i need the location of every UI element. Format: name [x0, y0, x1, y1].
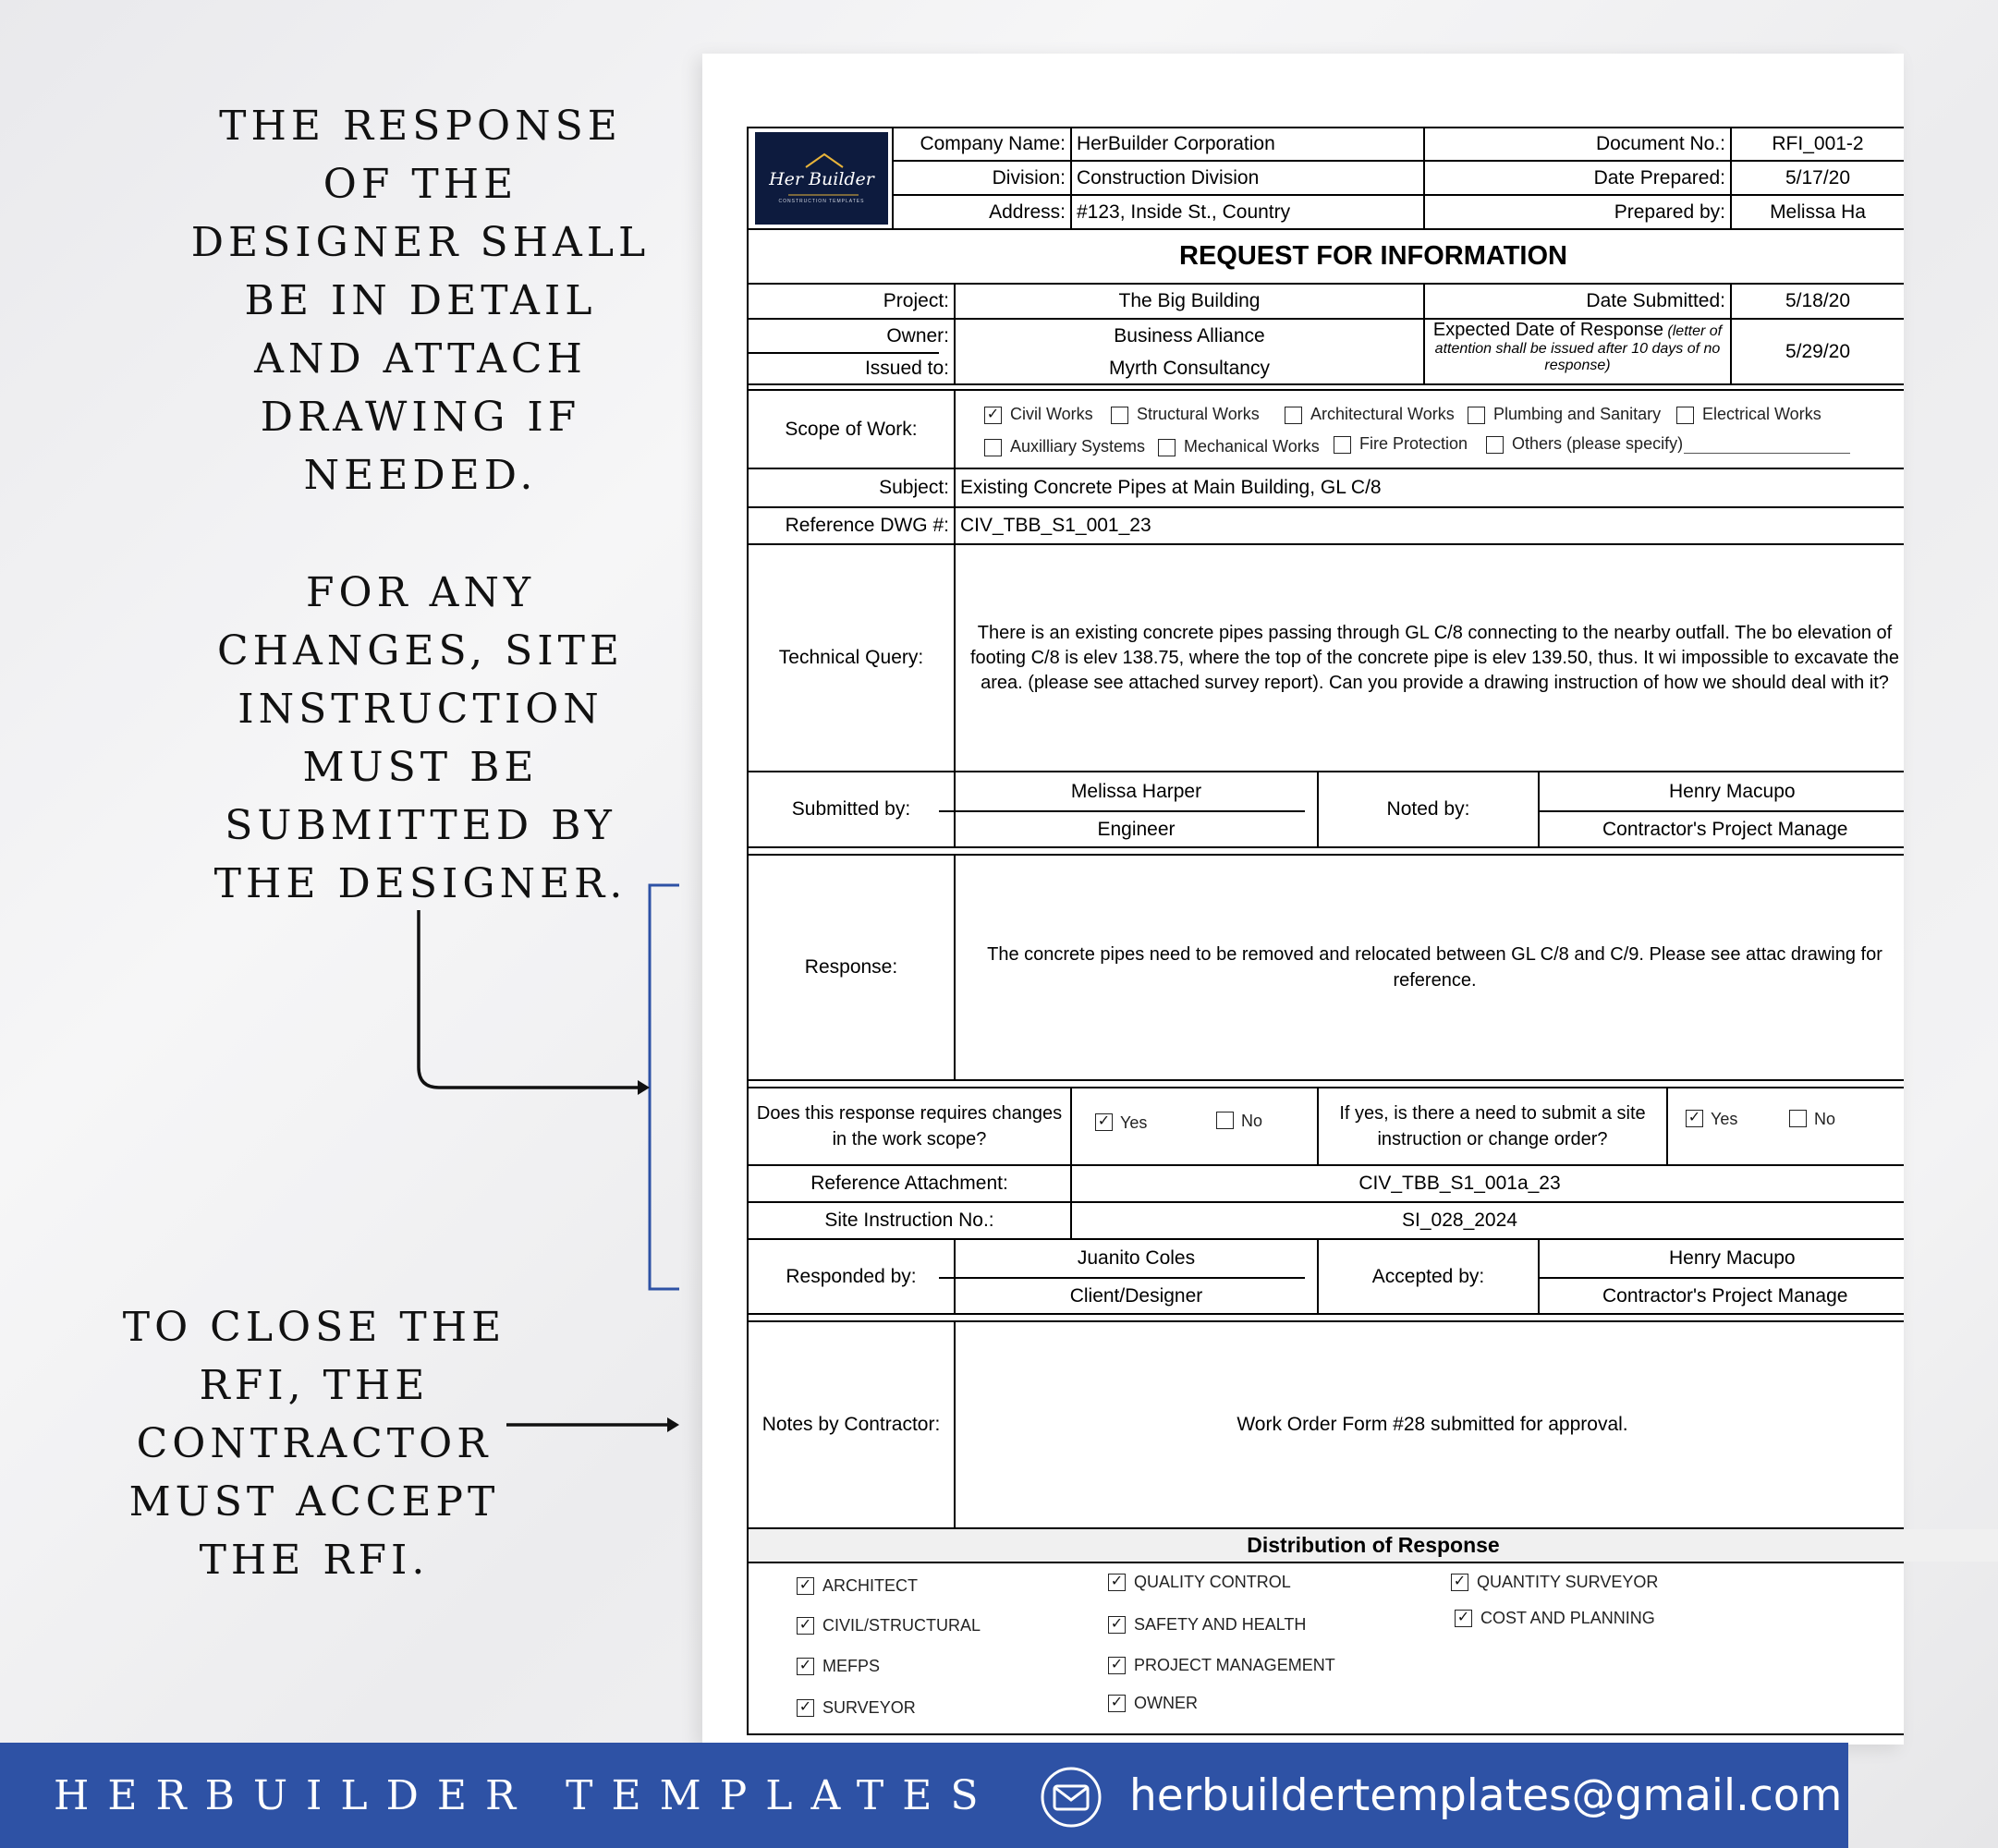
accepted-by-role: Contractor's Project Manage: [1602, 1284, 1848, 1307]
scope-change-no-label: No: [1241, 1112, 1263, 1130]
subject-label: Subject:: [879, 477, 949, 499]
division-label: Division:: [992, 166, 1066, 188]
response-text: The concrete pipes need to be removed and relocated between GL C/8 and C/9. Please see attac drawing for reference.: [987, 944, 1882, 991]
reference-dwg-value: CIV_TBB_S1_001_23: [960, 515, 1151, 537]
scope-option-label: Auxilliary Systems: [1010, 437, 1146, 456]
division-value: Construction Division: [1077, 166, 1260, 188]
scope-checkbox[interactable]: ✓: [984, 407, 1002, 424]
scope-change-yes-checkbox[interactable]: ✓: [1095, 1113, 1113, 1131]
submitted-by-label: Submitted by:: [791, 798, 911, 821]
notes-text: Work Order Form #28 submitted for approval.: [1237, 1414, 1628, 1436]
accepted-by-name: Henry Macupo: [1669, 1247, 1796, 1270]
address-value: #123, Inside St., Country: [1077, 201, 1291, 223]
project-label: Project:: [883, 290, 949, 312]
site-instruction-yes-checkbox[interactable]: ✓: [1686, 1110, 1703, 1127]
scope-option-label: Fire Protection: [1359, 434, 1468, 453]
distribution-item-label: CIVIL/STRUCTURAL: [822, 1616, 981, 1635]
document-no-label: Document No.:: [1595, 133, 1725, 155]
company-name-value: HerBuilder Corporation: [1077, 133, 1275, 155]
site-instruction-yes-label: Yes: [1711, 1110, 1738, 1128]
distribution-checkbox[interactable]: ✓: [1108, 1616, 1126, 1634]
date-submitted-label: Date Submitted:: [1586, 290, 1725, 312]
noted-by-label: Noted by:: [1386, 798, 1470, 821]
submitted-by-role: Engineer: [1097, 818, 1176, 840]
responded-by-label: Responded by:: [786, 1265, 917, 1287]
distribution-item-label: MEFPS: [822, 1657, 881, 1675]
distribution-checkbox[interactable]: ✓: [797, 1617, 814, 1635]
company-name-label: Company Name:: [920, 133, 1066, 155]
prepared-by-label: Prepared by:: [1614, 201, 1725, 223]
distribution-item-label: SAFETY AND HEALTH: [1134, 1615, 1307, 1634]
scope-change-question: Does this response requires changes in the work scope?: [756, 1103, 1063, 1149]
logo-script-text: Her Builder: [769, 169, 874, 189]
logo-tagline: CONSTRUCTION TEMPLATES: [778, 199, 865, 204]
envelope-icon: [1039, 1765, 1103, 1830]
scope-checkbox[interactable]: [1334, 436, 1351, 454]
address-label: Address:: [989, 201, 1066, 223]
scope-checkbox[interactable]: [1158, 439, 1176, 456]
distribution-item-label: OWNER: [1134, 1694, 1198, 1712]
responded-by-name: Juanito Coles: [1077, 1247, 1196, 1270]
distribution-item-label: QUALITY CONTROL: [1134, 1573, 1291, 1591]
scope-checkbox[interactable]: [1486, 436, 1504, 454]
scope-option-label: Plumbing and Sanitary: [1493, 405, 1662, 423]
scope-label: Scope of Work:: [785, 418, 918, 440]
distribution-checkbox[interactable]: ✓: [1455, 1610, 1472, 1627]
scope-option-label: Structural Works: [1137, 405, 1260, 423]
scope-change-yes-label: Yes: [1120, 1113, 1148, 1132]
callout-site-instruction-note: FOR ANY CHANGES, SITE INSTRUCTION MUST BE SUBMITTED BY THE DESIGNER.: [213, 569, 627, 907]
date-submitted-value: 5/18/20: [1785, 290, 1851, 312]
technical-query-label: Technical Query:: [778, 647, 924, 669]
scope-option-label: Civil Works: [1010, 405, 1093, 423]
scope-checkbox[interactable]: [1676, 407, 1694, 424]
scope-checkbox[interactable]: [984, 439, 1002, 456]
scope-option-label: Electrical Works: [1702, 405, 1821, 423]
expected-date-label: Expected Date of Response: [1432, 320, 1663, 340]
notes-label: Notes by Contractor:: [761, 1414, 941, 1436]
responded-by-role: Client/Designer: [1069, 1284, 1203, 1307]
site-instruction-label: Site Instruction No.:: [824, 1210, 994, 1232]
distribution-item-label: PROJECT MANAGEMENT: [1134, 1656, 1335, 1674]
scope-checkbox[interactable]: [1468, 407, 1485, 424]
scope-checkbox[interactable]: [1111, 407, 1128, 424]
reference-dwg-label: Reference DWG #:: [785, 515, 949, 537]
scope-option-label: Architectural Works: [1310, 405, 1455, 423]
issued-to-label: Issued to:: [864, 358, 949, 380]
scope-checkbox[interactable]: [1285, 407, 1302, 424]
expected-date-block: [1425, 320, 1730, 383]
distribution-item-label: ARCHITECT: [822, 1576, 918, 1595]
accepted-by-label: Accepted by:: [1371, 1265, 1485, 1287]
site-instruction-arrowhead: [638, 1080, 650, 1095]
submitted-by-name: Melissa Harper: [1070, 780, 1202, 802]
callout-close-note: TO CLOSE THE RFI, THE CONTRACTOR MUST ACCEPT THE RFI.: [122, 1304, 506, 1584]
noted-by-role: Contractor's Project Manage: [1602, 818, 1848, 840]
distribution-checkbox[interactable]: ✓: [797, 1699, 814, 1717]
others-specify-line[interactable]: [1684, 453, 1850, 454]
distribution-checkbox[interactable]: ✓: [1108, 1574, 1126, 1591]
distribution-checkbox[interactable]: ✓: [1108, 1695, 1126, 1712]
technical-query-text: There is an existing concrete pipes passing through GL C/8 connecting to the nearby outfall. The bo elevation of footing C/8 is elev 138.75, where the top of the concrete pipe is elev 139.50, thus. It wi impossible to excavate the area. (please see attached survey report). Can you provide a drawing instruction of how we should deal with it?: [969, 622, 1900, 693]
site-instruction-question: If yes, is there a need to submit a site instruction or change order?: [1339, 1103, 1646, 1149]
expected-date-value: 5/29/20: [1785, 340, 1851, 362]
footer-brand: HERBUILDER TEMPLATES: [54, 1771, 997, 1819]
company-logo: [755, 132, 888, 225]
date-prepared-label: Date Prepared:: [1593, 166, 1725, 188]
project-value: The Big Building: [1118, 290, 1261, 312]
prepared-by-value: Melissa Ha: [1770, 201, 1866, 223]
footer-email[interactable]: herbuildertemplates@gmail.com: [1129, 1769, 1843, 1821]
distribution-checkbox[interactable]: ✓: [1451, 1574, 1468, 1591]
distribution-checkbox[interactable]: ✓: [1108, 1657, 1126, 1674]
issued-to-value: Myrth Consultancy: [1109, 358, 1270, 380]
distribution-checkbox[interactable]: ✓: [797, 1577, 814, 1595]
site-instruction-no-checkbox[interactable]: [1789, 1110, 1807, 1127]
subject-value: Existing Concrete Pipes at Main Building, GL C/8: [960, 477, 1382, 499]
callout-response-note: THE RESPONSE OF THE DESIGNER SHALL BE IN DETAIL AND ATTACH DRAWING IF NEEDED.: [190, 103, 651, 499]
bracket-line: [650, 885, 679, 1289]
date-prepared-value: 5/17/20: [1785, 166, 1851, 188]
scope-option-label: Mechanical Works: [1184, 437, 1320, 456]
distribution-checkbox[interactable]: ✓: [797, 1658, 814, 1675]
noted-by-name: Henry Macupo: [1669, 780, 1796, 802]
distribution-item-label: QUANTITY SURVEYOR: [1477, 1573, 1659, 1591]
owner-value: Business Alliance: [1114, 324, 1265, 346]
scope-option-label: Others (please specify): [1512, 434, 1684, 453]
distribution-item-label: SURVEYOR: [822, 1698, 916, 1717]
site-instruction-value: SI_028_2024: [1402, 1210, 1517, 1232]
reference-attachment-value: CIV_TBB_S1_001a_23: [1358, 1173, 1561, 1195]
site-instruction-arrow: [419, 910, 638, 1088]
distribution-item-label: COST AND PLANNING: [1480, 1609, 1655, 1627]
site-instruction-no-label: No: [1814, 1110, 1836, 1128]
document-no-value: RFI_001-2: [1772, 133, 1864, 155]
close-note-arrowhead: [667, 1417, 679, 1432]
form-title: REQUEST FOR INFORMATION: [1179, 240, 1567, 271]
scope-change-no-checkbox[interactable]: [1216, 1112, 1234, 1129]
reference-attachment-label: Reference Attachment:: [810, 1173, 1008, 1195]
rfi-document: [702, 54, 1904, 1745]
owner-label: Owner:: [886, 324, 949, 346]
expected-date-note: (letter of attention shall be issued after 10 days of no response): [1434, 323, 1723, 374]
response-label: Response:: [804, 956, 898, 979]
distribution-title: Distribution of Response: [749, 1529, 1998, 1562]
